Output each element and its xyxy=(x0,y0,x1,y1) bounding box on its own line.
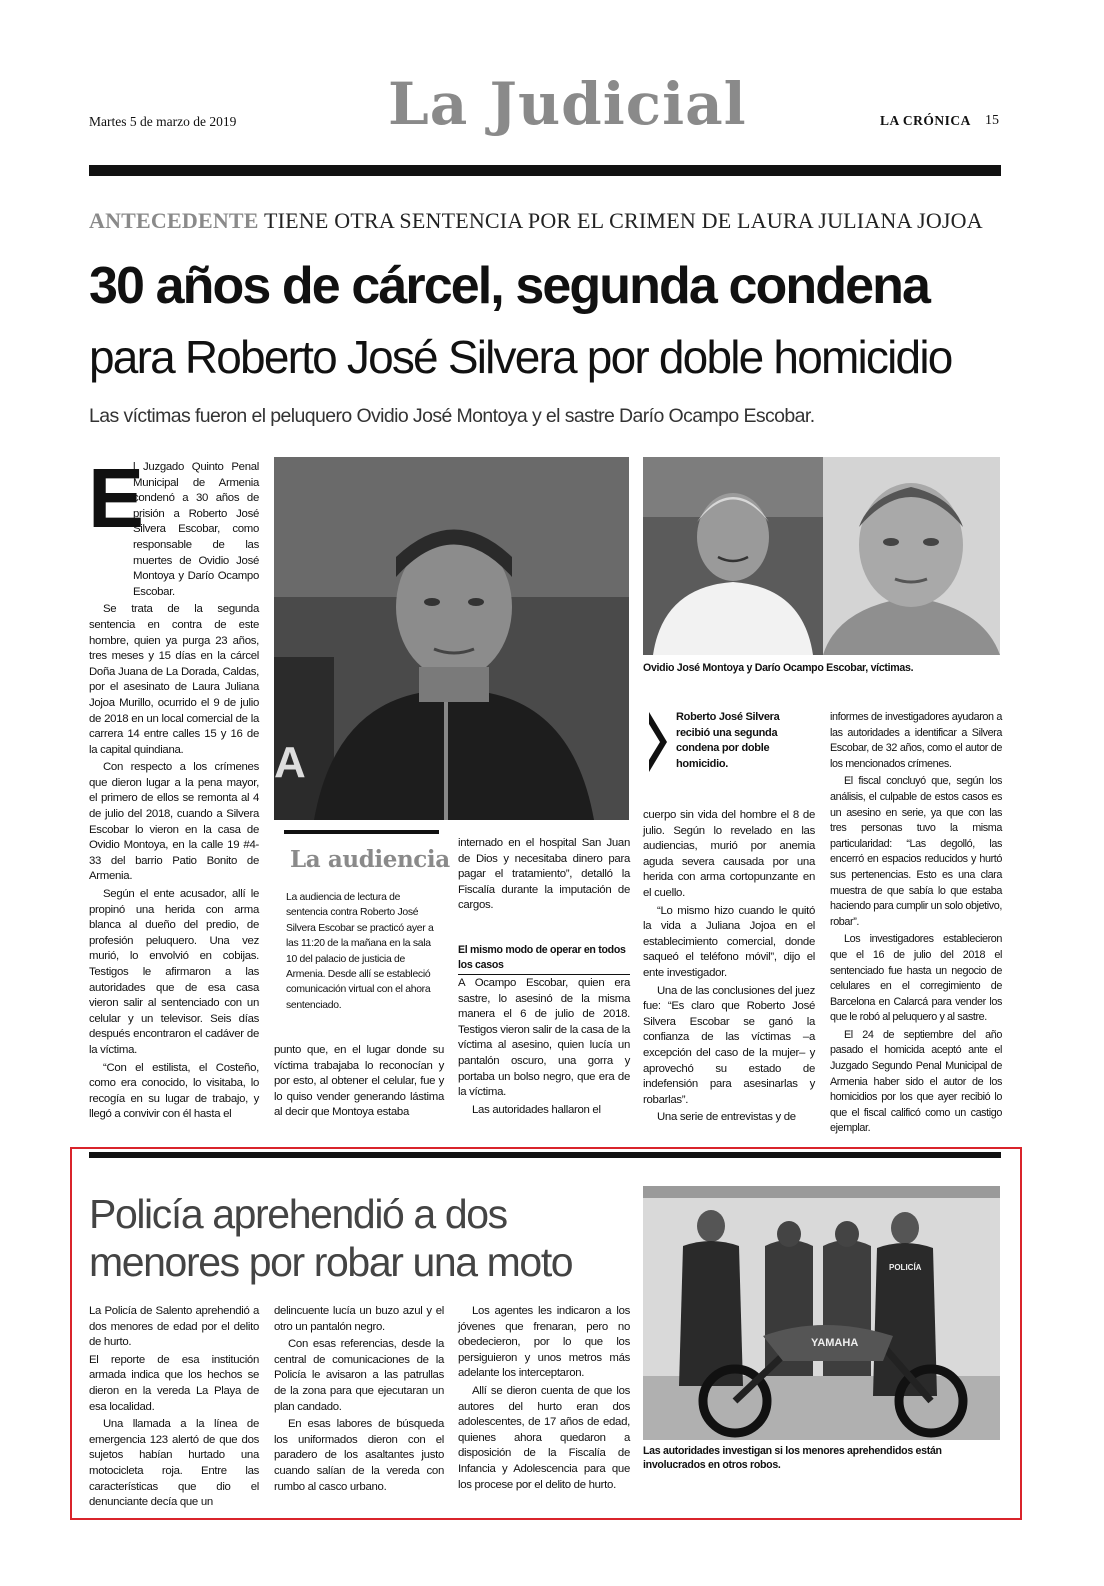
police-photo xyxy=(643,1186,1000,1440)
main-headline: 30 años de cárcel, segunda condena xyxy=(89,257,929,315)
paragraph: Allí se dieron cuenta de que los autores del hurto eran dos adolescentes, de 17 años de edad, quienes ahora quedaron a disposición de la Fiscalía de Infancia y Adolescencia para que los procese por el delito de hurto. xyxy=(458,1384,630,1491)
paragraph: Con esas referencias, desde la central de comunicaciones de la Policía le avisaron a las patrullas de la zona para que ejecutaran un plan candado. xyxy=(274,1338,444,1413)
victim-photo-2 xyxy=(823,457,1000,655)
main-col-5 xyxy=(830,710,1002,1139)
main-headline-2: para Roberto José Silvera por doble homicidio xyxy=(89,331,952,383)
paragraph: “Con el estilista, el Costeño, como era conocido, lo visitaba, lo recogía en su lugar de trabajo, y llegó a convivir con él hasta el xyxy=(89,1061,259,1121)
audiencia-text: La audiencia de lectura de sentencia contra Roberto José Silvera Escobar se practicó ayer a las 11:20 de la mañana en la sala 10 del palacio de justicia de Armenia. Desde allí se estableció comunicación virtual con el ahora sentenciado. xyxy=(286,892,434,1011)
paragraph: Según el ente acusador, allí le propinó una herida con arma blanca al dueño del predio, de profesión peluquero. Una vez murió, lo envolvió en cobijas. Testigos le afirmaron a las autoridades que de esa casa vieron salir al sentenciado con un celular y un televisor. Seis días después encontraron el cadáver de la víctima. xyxy=(89,888,259,1056)
paragraph: A Ocampo Escobar, quien era sastre, lo asesinó de la misma manera el 6 de julio de 2018. Testigos vieron salir de la casa de la víctima al asesino, quien lucía un pantalón oscuro, una gorra y portaba un bolso negro, que era de la víctima. xyxy=(458,977,630,1099)
audiencia-title: La audiencia xyxy=(290,846,450,873)
victim-photo-1 xyxy=(643,457,823,655)
kicker xyxy=(89,208,983,234)
paragraph: Una llamada a la línea de emergencia 123 alertó de que dos sujetos habían hurtado una motocicleta roja. Entre las características que dio el denunciante decía que un xyxy=(89,1418,259,1509)
paragraph: Las autoridades hallaron el xyxy=(472,1103,601,1116)
paragraph: punto que, en el lugar donde su víctima trabajaba lo reconocían y por esto, al obtener el celular, fue y lo quiso vender generando lástima al decir que Montoya estaba xyxy=(274,1044,444,1119)
paragraph: Se trata de la segunda sentencia en contra de este hombre, quien ya purga 23 años, tres meses y 15 días en la cárcel Doña Juana de La Dorada, Caldas, por el asesinato de Laura Juliana Jojoa Murillo, ocurrido el 9 de julio de 2018 en un local comercial de la carrera 14 entre calles 15 y 16 de la capital quindiana. xyxy=(89,603,259,756)
victims-caption: Ovidio José Montoya y Darío Ocampo Escobar, víctimas. xyxy=(643,662,914,674)
main-col-3 xyxy=(458,836,630,916)
paragraph: El 24 de septiembre del año pasado el homicida aceptó ante el Juzgado Segundo Penal Municipal de Armenia haber sido el autor de los homicidios por los que ayer recibió lo que el fiscal calificó como un castigo ejemplar. xyxy=(830,1028,1002,1135)
paragraph: El fiscal concluyó que, según los análisis, el culpable de estos casos es un asesino en serie, ya que con las tres personas tuvo la misma particularidad: “Las degolló, las encerró en espacios reducidos y hurtó sus pertenencias. Esto es una clara muestra de que sabía lo que estaba haciendo para cumplir un solo objetivo, robar”. xyxy=(830,775,1002,928)
main-col-4 xyxy=(643,808,815,1128)
second-article-rule xyxy=(89,1152,1001,1158)
main-col-3b xyxy=(458,976,630,1120)
second-headline: Policía aprehendió a dos menores por robar una moto xyxy=(89,1191,573,1285)
header-rule xyxy=(89,165,1001,176)
victim-1-illustration xyxy=(643,457,823,655)
main-col-1 xyxy=(89,460,259,1125)
paragraph: Los agentes les indicaron a los jóvenes que frenaran, pero no obedecieron, por lo que los persiguieron y unos metros más adelante los interceptaron. xyxy=(458,1305,630,1380)
paragraph: El reporte de esa institución armada indica que los hechos se dieron en la vereda La Playa de esa localidad. xyxy=(89,1353,259,1413)
header-date: Martes 5 de marzo de 2019 xyxy=(89,114,237,129)
second-col-3 xyxy=(458,1304,630,1495)
audiencia-rule xyxy=(284,830,439,834)
paragraph: cuerpo sin vida del hombre el 8 de julio. Según lo revelado en las audiencias, murió por anemia aguda severa causada por una herida con arma cortopunzante en el cuello. xyxy=(643,809,815,899)
paper-name: LA CRÓNICA xyxy=(880,113,971,128)
vest-label: POLICÍA xyxy=(889,1263,922,1272)
chevron-right-icon xyxy=(647,712,669,772)
col3-subhead: El mismo modo de operar en todos los casos xyxy=(458,944,626,971)
page-number: 15 xyxy=(985,113,999,128)
paragraph: delincuente lucía un buzo azul y el otro un pantalón negro. xyxy=(274,1305,444,1333)
victim-2-illustration xyxy=(823,457,1000,655)
second-col-1 xyxy=(89,1304,259,1513)
paragraph: En esas labores de búsqueda los uniformados dieron con el paradero de los asaltantes justo cuando salían de la vereda con rumbo al casco urbano. xyxy=(274,1418,444,1493)
paragraph: Los investigadores establecieron que el 16 de julio del 2018 el sentenciado fue hasta un negocio de celulares en el corregimiento de Barcelona en Calarcá para vender los que le robó al peluquero y al sastre. xyxy=(830,933,1002,1024)
section-title: La Judicial xyxy=(388,70,747,138)
second-col-2 xyxy=(274,1304,444,1497)
kicker-text: TIENE OTRA SENTENCIA POR EL CRIMEN DE LAURA JULIANA JOJOA xyxy=(264,208,983,233)
paragraph: “Lo mismo hizo cuando le quitó la vida a Juliana Jojoa en el establecimiento comercial, donde saqueó el teléfono móvil”, dijo el ente investigador. xyxy=(643,904,815,979)
col3-subhead-rule xyxy=(458,974,630,975)
paragraph: La Policía de Salento aprehendió a dos menores de edad por el delito de hurto. xyxy=(89,1305,259,1349)
kicker-label: ANTECEDENTE xyxy=(89,208,259,233)
drop-cap: E xyxy=(88,451,145,545)
paragraph: l Juzgado Quinto Penal Municipal de Armenia condenó a 30 años de prisión a Roberto José Silvera Escobar, como responsable de las muertes de Ovidio José Montoya y Darío Ocampo Escobar. xyxy=(133,461,259,598)
police-caption: Las autoridades investigan si los menores aprehendidos están involucrados en otros robos. xyxy=(643,1445,942,1471)
paragraph: informes de investigadores ayudaron a las autoridades a identificar a Silvera Escobar, de 32 años, como el autor de los mencionados crímenes. xyxy=(830,711,1002,770)
pullquote: Roberto José Silvera recibió una segunda condena por doble homicidio. xyxy=(676,711,780,770)
pullquote-arrow xyxy=(647,712,669,777)
defendant-photo xyxy=(274,457,629,820)
bike-brand-label: YAMAHA xyxy=(811,1337,859,1349)
main-col-2 xyxy=(274,1043,444,1123)
paragraph: Con respecto a los crímenes que dieron lugar a la pena mayor, el primero de ellos se remonta al 4 de julio del 2018, cuando a Silvera Escobar lo vieron en la casa de Ovidio Montoya, en la calle 19 #4-33 del barrio Patio Bonito de Armenia. xyxy=(89,761,259,883)
defendant-illustration xyxy=(274,457,629,820)
police-illustration xyxy=(643,1186,1000,1440)
svg-text:A: A xyxy=(274,738,306,787)
paragraph: Una serie de entrevistas y de xyxy=(657,1111,796,1124)
paragraph: internado en el hospital San Juan de Dios y necesitaba dinero para pagar el tratamiento”, detalló la Fiscalía durante la imputación de cargos. xyxy=(458,837,630,912)
paragraph: Una de las conclusiones del juez fue: “Es claro que Roberto José Silvera Escobar se ganó la confianza de las víctimas –a excepción del caso de la mujer– y aprovechó su estado de indefensión para asesinarlas y robarlas”. xyxy=(643,984,815,1106)
subhead: Las víctimas fueron el peluquero Ovidio José Montoya y el sastre Darío Ocampo Escobar. xyxy=(89,405,815,427)
